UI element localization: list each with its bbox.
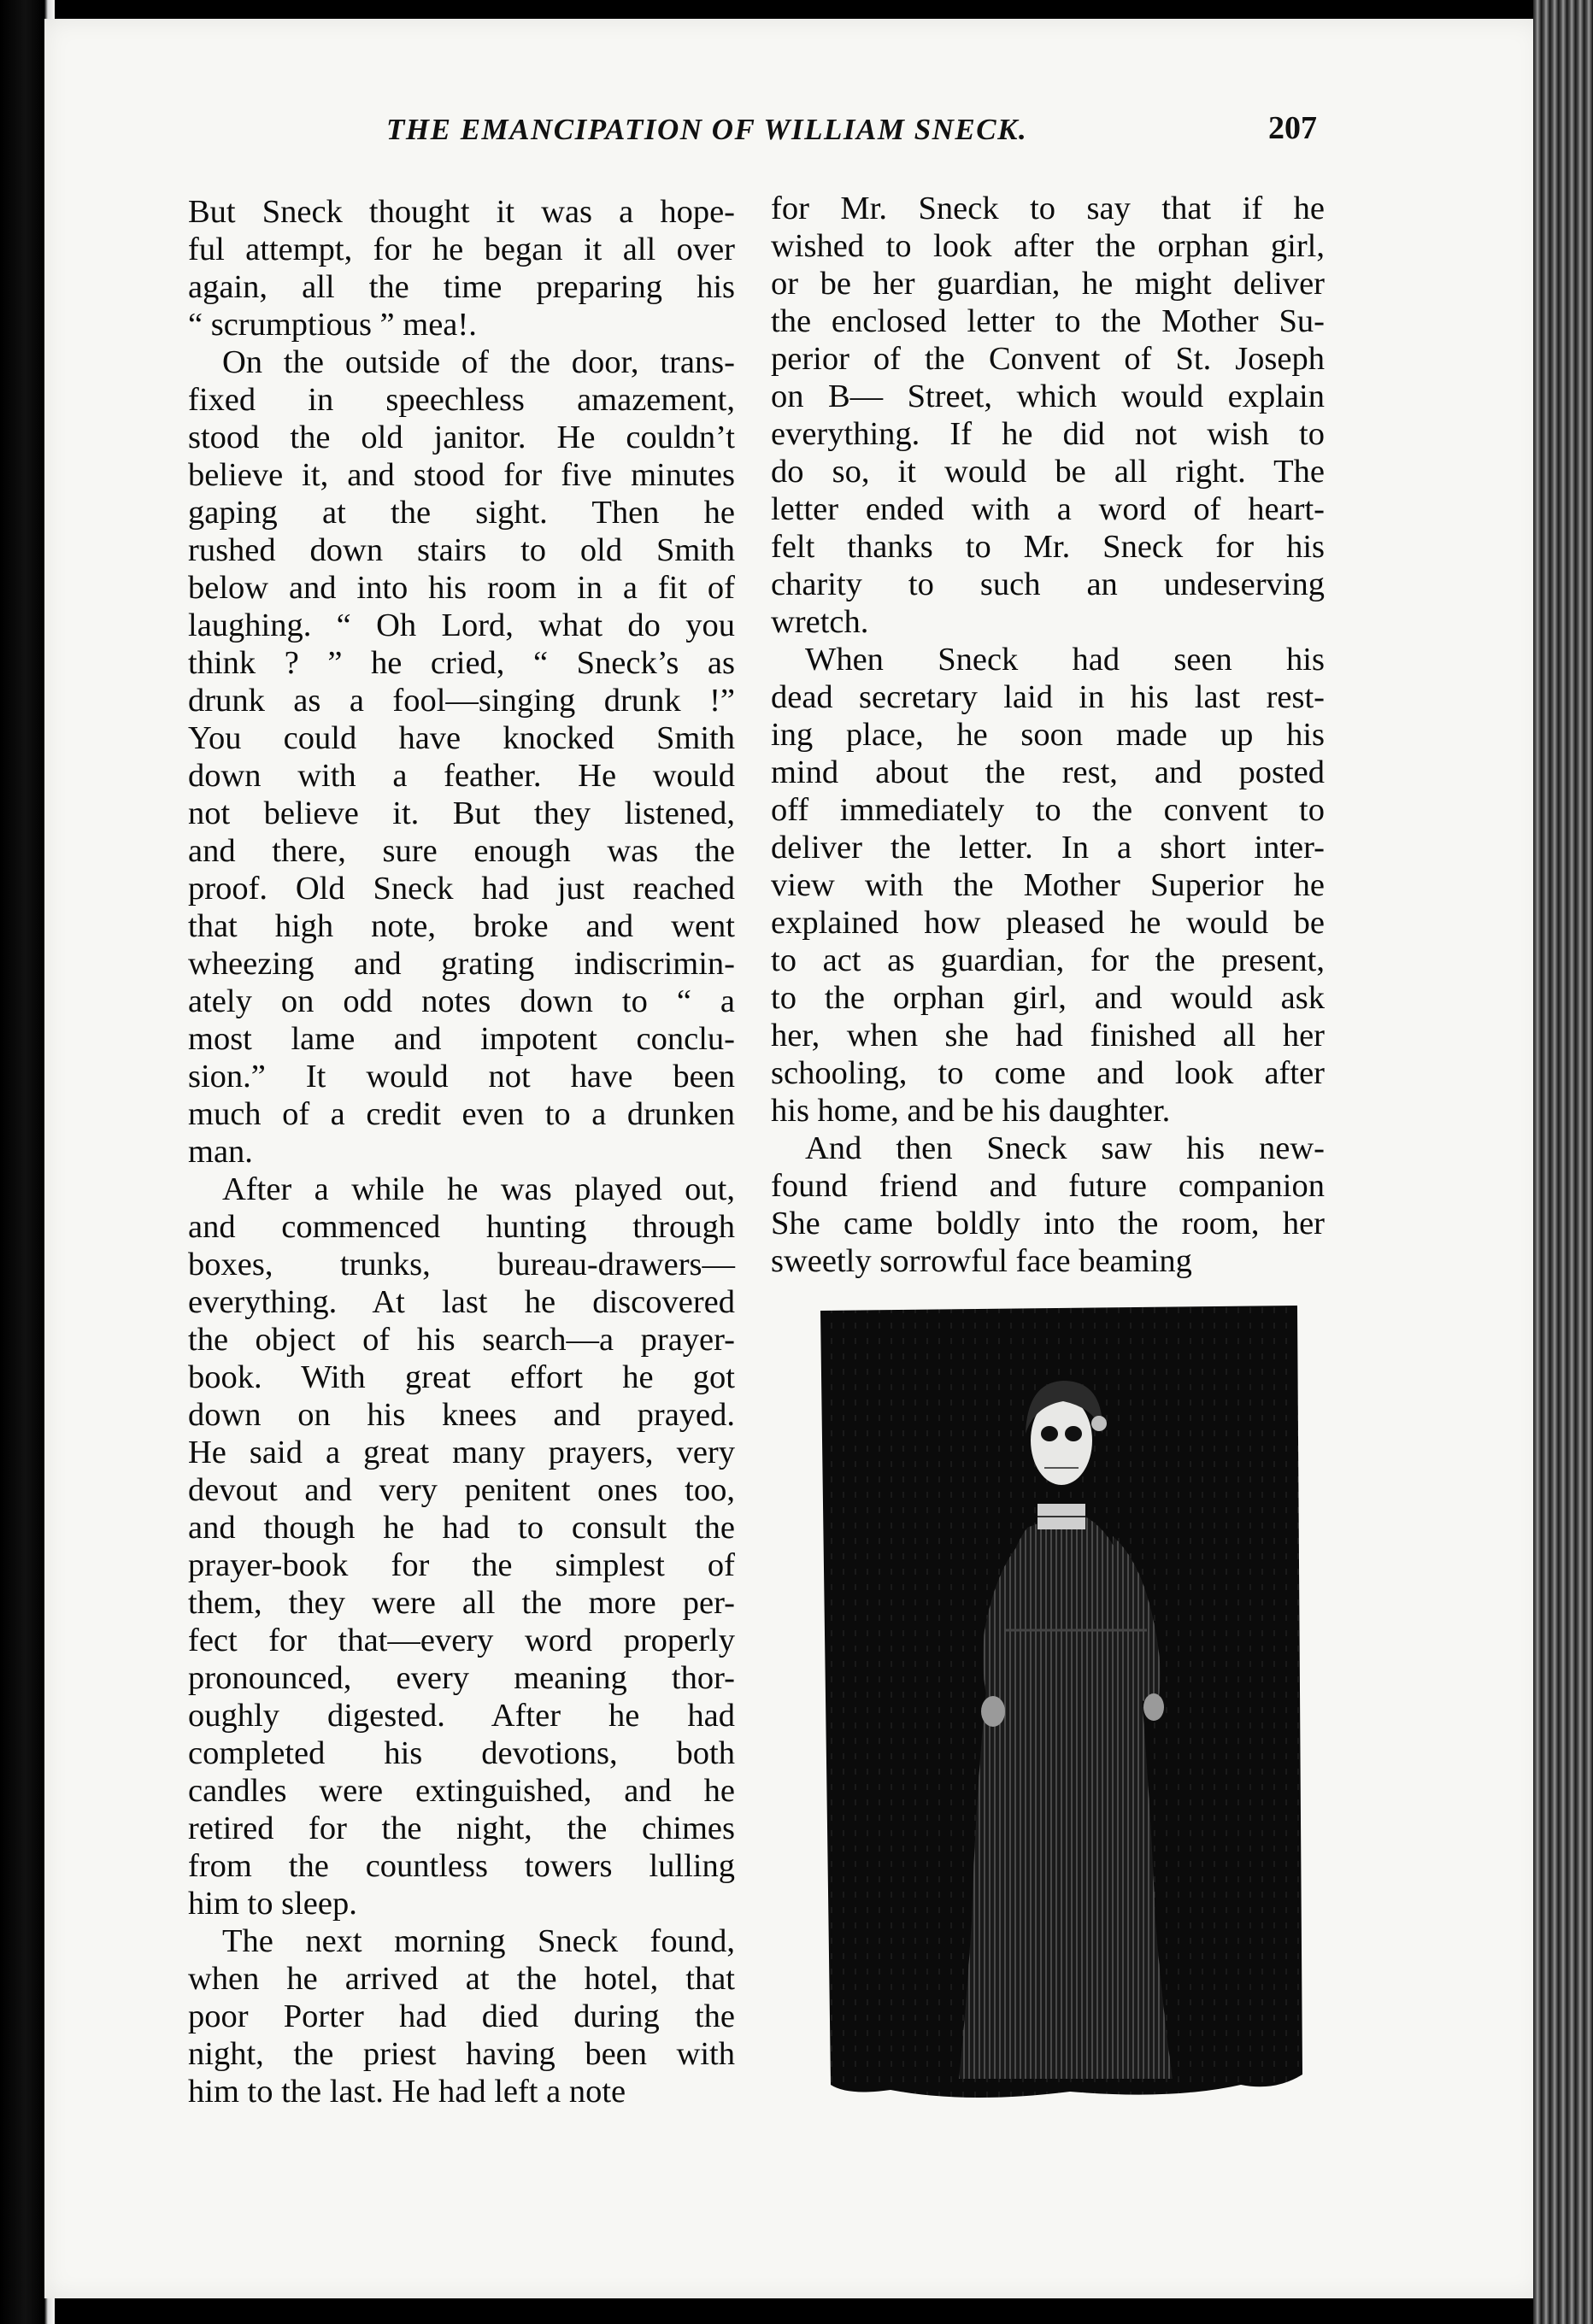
text-line: do so, it would be all right. The xyxy=(771,454,1325,490)
text-line: boxes, trunks, bureau-drawers— xyxy=(188,1247,735,1282)
text-line: night, the priest having been with xyxy=(188,2036,735,2072)
text-line: that high note, broke and went xyxy=(188,908,735,944)
text-line: She came boldly into the room, her xyxy=(771,1206,1325,1241)
text-line: completed his devotions, both xyxy=(188,1735,735,1771)
text-line: charity to such an undeserving xyxy=(771,566,1325,602)
text-line: gaping at the sight. Then he xyxy=(188,495,735,531)
text-line: his home, and be his daughter. xyxy=(771,1093,1171,1129)
text-line: felt thanks to Mr. Sneck for his xyxy=(771,529,1325,565)
text-line: ing place, he soon made up his xyxy=(771,717,1325,753)
text-line: rushed down stairs to old Smith xyxy=(188,532,735,568)
text-line: most lame and impotent conclu- xyxy=(188,1021,735,1057)
text-line: him to sleep. xyxy=(188,1886,357,1922)
text-line: sion.” It would not have been xyxy=(188,1059,735,1095)
right-text-column xyxy=(771,190,1325,1280)
woman-portrait-image xyxy=(814,1306,1304,2104)
text-line: devout and very penitent ones too, xyxy=(188,1472,735,1508)
text-line: ful attempt, for he began it all over xyxy=(188,232,735,267)
text-line: to the orphan girl, and would ask xyxy=(771,980,1325,1016)
text-line: pronounced, every meaning thor- xyxy=(188,1660,735,1696)
text-line: off immediately to the convent to xyxy=(771,792,1325,828)
text-line: them, they were all the more per- xyxy=(188,1585,735,1621)
text-line: wheezing and grating indiscrimin- xyxy=(188,946,735,982)
text-line: and though he had to consult the xyxy=(188,1510,735,1546)
text-line: poor Porter had died during the xyxy=(188,1998,735,2034)
text-line: mind about the rest, and posted xyxy=(771,754,1325,790)
text-line: oughly digested. After he had xyxy=(188,1698,735,1734)
text-line: view with the Mother Superior he xyxy=(771,867,1325,903)
text-line: perior of the Convent of St. Joseph xyxy=(771,341,1325,377)
text-line: The next morning Sneck found, xyxy=(222,1923,735,1959)
text-line: On the outside of the door, trans- xyxy=(222,344,735,380)
text-line: dead secretary laid in his last rest- xyxy=(771,679,1325,715)
text-line: and commenced hunting through xyxy=(188,1209,735,1245)
text-line: candles were extinguished, and he xyxy=(188,1773,735,1809)
text-line: prayer-book for the simplest of xyxy=(188,1547,735,1583)
text-line: ately on odd notes down to “ a xyxy=(188,983,735,1019)
text-line: fect for that—every word properly xyxy=(188,1623,735,1658)
text-line: not believe it. But they listened, xyxy=(188,795,735,831)
page-number: 207 xyxy=(1268,110,1317,146)
text-line: believe it, and stood for five minutes xyxy=(188,457,735,493)
text-line: when he arrived at the hotel, that xyxy=(188,1961,735,1997)
text-line: laughing. “ Oh Lord, what do you xyxy=(188,607,735,643)
text-line: But Sneck thought it was a hope- xyxy=(188,194,735,230)
text-line: for Mr. Sneck to say that if he xyxy=(771,191,1325,226)
text-line: found friend and future companion xyxy=(771,1168,1325,1204)
text-line: and there, sure enough was the xyxy=(188,833,735,869)
text-line: the object of his search—a prayer- xyxy=(188,1322,735,1358)
text-line: everything. If he did not wish to xyxy=(771,416,1325,452)
text-line: down with a feather. He would xyxy=(188,758,735,794)
text-line: man. xyxy=(188,1134,253,1170)
text-line: on B— Street, which would explain xyxy=(771,379,1325,414)
text-line: book. With great effort he got xyxy=(188,1359,735,1395)
left-text-column xyxy=(188,193,735,2110)
text-line: deliver the letter. In a short inter- xyxy=(771,830,1325,866)
text-line: or be her guardian, he might deliver xyxy=(771,266,1325,302)
text-line: And then Sneck saw his new- xyxy=(805,1130,1325,1166)
text-line: letter ended with a word of heart- xyxy=(771,491,1325,527)
text-line: the enclosed letter to the Mother Su- xyxy=(771,303,1325,339)
text-line: schooling, to come and look after xyxy=(771,1055,1325,1091)
running-title: THE EMANCIPATION OF WILLIAM SNECK. xyxy=(386,113,1028,146)
text-line: from the countless towers lulling xyxy=(188,1848,735,1884)
text-line: him to the last. He had left a note xyxy=(188,2074,626,2110)
text-line: much of a credit even to a drunken xyxy=(188,1096,735,1132)
text-line: wretch. xyxy=(771,604,869,640)
text-line: below and into his room in a fit of xyxy=(188,570,735,606)
text-line: down on his knees and prayed. xyxy=(188,1397,735,1433)
text-line: You could have knocked Smith xyxy=(188,720,735,756)
illustration-woman-portrait xyxy=(814,1306,1304,2104)
text-line: proof. Old Sneck had just reached xyxy=(188,871,735,907)
text-line: retired for the night, the chimes xyxy=(188,1810,735,1846)
text-line: When Sneck had seen his xyxy=(805,642,1325,678)
text-line: to act as guardian, for the present, xyxy=(771,942,1325,978)
text-line: explained how pleased he would be xyxy=(771,905,1325,941)
text-line: drunk as a fool—singing drunk !” xyxy=(188,683,735,719)
text-line: again, all the time preparing his xyxy=(188,269,735,305)
text-line: stood the old janitor. He couldn’t xyxy=(188,420,735,455)
text-line: her, when she had finished all her xyxy=(771,1018,1325,1053)
text-line: fixed in speechless amazement, xyxy=(188,382,735,418)
text-line: After a while he was played out, xyxy=(222,1171,735,1207)
text-line: “ scrumptious ” mea!. xyxy=(188,307,477,343)
text-line: think ? ” he cried, “ Sneck’s as xyxy=(188,645,735,681)
page-stack-edge xyxy=(1533,0,1593,2324)
text-line: sweetly sorrowful face beaming xyxy=(771,1243,1192,1279)
text-line: wished to look after the orphan girl, xyxy=(771,228,1325,264)
text-line: He said a great many prayers, very xyxy=(188,1435,735,1470)
text-line: everything. At last he discovered xyxy=(188,1284,735,1320)
